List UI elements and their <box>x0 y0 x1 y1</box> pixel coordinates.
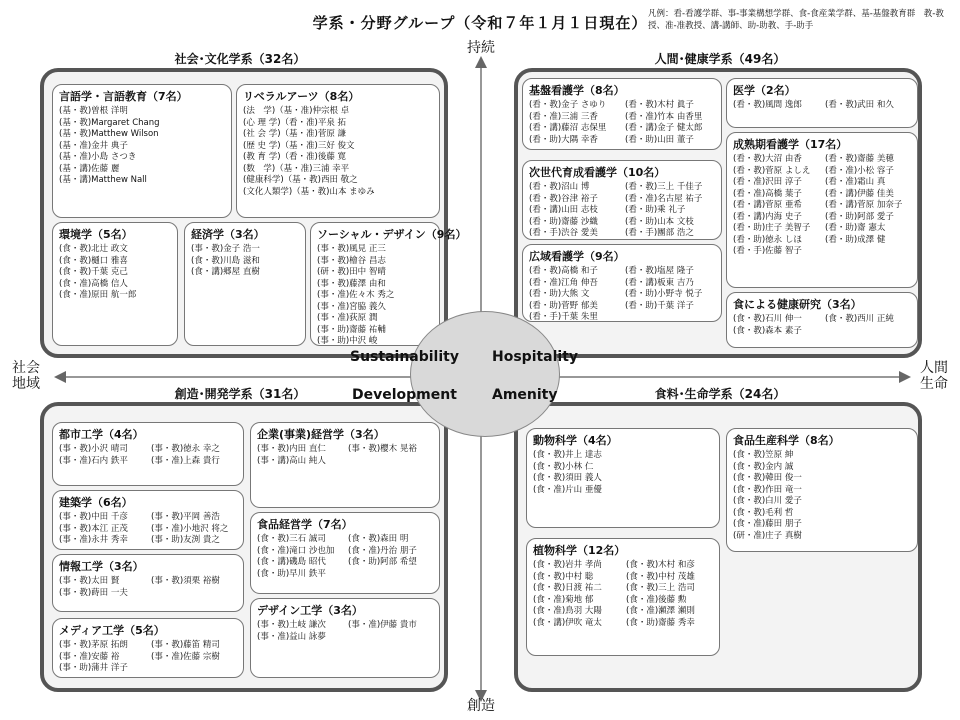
group-design <box>250 598 440 678</box>
member: (食・准)鳥羽 大陽 <box>533 606 602 616</box>
member: (事・准)永井 秀幸 <box>59 535 128 545</box>
group-title: 成熟期看護学（17名） <box>733 138 848 151</box>
member: (食・教)韓田 俊一 <box>733 473 802 483</box>
member: (看・講)金子 健太郎 <box>625 123 703 133</box>
member: (事・教)小沢 晴司 <box>59 444 128 454</box>
member: (看・講)内海 史子 <box>733 211 802 222</box>
member: (看・講)藤沼 志保里 <box>529 123 607 133</box>
member: (事・教)風見 正三 <box>317 244 386 254</box>
group-title: 次世代育成看護学（10名） <box>529 166 666 179</box>
member: (食・教)金内 誠 <box>733 461 794 472</box>
member: (看・助)小野寺 悦子 <box>625 289 703 299</box>
member: (看・准)高橋 葉子 <box>733 188 802 199</box>
center-word-hospitality: Hospitality <box>492 349 579 365</box>
member: (食・教)森田 明 <box>348 534 409 544</box>
center-word-amenity: Amenity <box>492 387 558 403</box>
group-title: 植物科学（12名） <box>533 544 626 557</box>
member: (健康科学)（基・教)西田 敬之 <box>243 175 358 185</box>
quadrant-title-social: 社会･文化学系（32名） <box>174 52 306 66</box>
member: (心 理 学)（看・准)平泉 拓 <box>243 117 347 128</box>
member: (看・助)千葉 洋子 <box>625 300 694 311</box>
member: (看・講)板東 吉乃 <box>625 277 694 288</box>
group-title: 食品生産科学（8名） <box>733 434 840 447</box>
member: (事・助)中沢 峻 <box>317 336 378 346</box>
member: (看・教)菅原 よしえ <box>733 165 811 176</box>
member: (看・手)千葉 朱里 <box>529 312 598 322</box>
member: (事・教)土岐 謙次 <box>257 620 326 630</box>
member: (事・教)蒔田 一夫 <box>59 587 128 598</box>
member: (看・手)佐藤 智子 <box>733 246 802 256</box>
member: (事・教)徳永 幸之 <box>151 444 220 454</box>
member: (事・准)小地沢 将之 <box>151 523 229 534</box>
member: (社 会 学)（基・准)菅原 謙 <box>243 129 347 139</box>
member: (法 学)（基・准)仲宗根 卓 <box>243 106 350 116</box>
member: (食・教)森本 素子 <box>733 325 802 336</box>
group-joho <box>52 554 244 612</box>
group-title: 建築学（6名） <box>59 496 133 509</box>
member: (事・准)安藤 裕 <box>59 651 120 662</box>
member: (食・准)片山 亜優 <box>533 484 602 495</box>
group-dobutsu <box>526 428 720 528</box>
group-social-design <box>310 222 467 346</box>
member: (看・助)齋 憲太 <box>825 223 886 233</box>
quadrant-title-creation: 創造･開発学系（31名） <box>174 387 306 401</box>
member: (食・教)中村 茂雄 <box>626 571 695 582</box>
axis-top-label: 持続 <box>467 40 495 56</box>
member: (事・准)佐々木 秀之 <box>317 290 395 300</box>
group-title: メディア工学（5名） <box>59 624 165 637</box>
member: (看・助)菅野 郁美 <box>529 300 598 311</box>
member: (研・准)庄子 真樹 <box>733 530 802 541</box>
member: (事・教)本江 正茂 <box>59 523 128 534</box>
axis-left-label: 社会 地域 <box>12 360 40 392</box>
group-kiban-kango <box>522 78 722 150</box>
member: (看・教)沼山 博 <box>529 182 590 192</box>
member: (事・教)櫻木 晃裕 <box>348 444 417 454</box>
member: (食・准)原田 航一郎 <box>59 290 137 300</box>
member: (食・講)郷屋 直樹 <box>191 267 260 277</box>
member: (看・助)徳永 しほ <box>733 234 802 245</box>
member: (看・教)大沼 由香 <box>733 154 802 164</box>
member: (事・准)益山 詠夢 <box>257 631 326 642</box>
member: (看・教)高橋 和子 <box>529 266 598 276</box>
group-title: 基盤看護学（8名） <box>529 84 625 97</box>
member: (看・准)竹本 由香里 <box>625 111 703 122</box>
member: (基・講)Matthew Nall <box>59 175 147 185</box>
member: (看・准)霜山 真 <box>825 177 886 187</box>
group-keizai <box>184 222 306 346</box>
center-word-development: Development <box>352 387 457 403</box>
member: (基・教)曽根 洋明 <box>59 106 128 116</box>
member: (看・手)團部 浩之 <box>625 228 694 238</box>
group-shokubutsu <box>526 538 720 656</box>
member: (食・教)須田 義人 <box>533 473 602 483</box>
member: (看・准)江角 伸吾 <box>529 277 598 288</box>
member: (看・助)成澤 健 <box>825 234 886 245</box>
member: (基・教)Margaret Chang <box>59 117 160 128</box>
member: (食・助)齋藤 秀幸 <box>626 617 695 628</box>
member: (看・助)齋藤 沙織 <box>529 216 598 227</box>
group-igaku <box>726 78 918 128</box>
member: (事・講)高山 純人 <box>257 455 326 466</box>
member: (食・教)西川 正純 <box>825 314 894 324</box>
group-title: 食品経営学（7名） <box>257 518 353 531</box>
member: (看・助)阿部 愛子 <box>825 211 894 222</box>
member: (事・教)中田 千彦 <box>59 512 128 522</box>
member: (事・教)平岡 善浩 <box>151 512 220 522</box>
member: (食・准)藤田 朋子 <box>733 519 802 529</box>
member: (事・准)荻原 潤 <box>317 313 378 323</box>
member: (教 育 学)（看・准)後藤 寛 <box>243 152 347 162</box>
member: (事・准)佐藤 宗樹 <box>151 651 220 662</box>
member: (食・教)三上 浩司 <box>626 583 695 593</box>
member: (看・教)塩屋 隆子 <box>625 266 694 276</box>
page-title: 学系・分野グループ（令和７年１月１日現在） <box>312 14 648 32</box>
member: (事・教)茅原 拓朗 <box>59 640 128 650</box>
member: (食・講)伊吹 竜太 <box>533 617 602 628</box>
group-title: デザイン工学（3名） <box>257 604 363 617</box>
member: (基・講)佐藤 麗 <box>59 163 120 174</box>
member: (食・准)瀬澤 瀬則 <box>626 606 695 616</box>
member: (看・教)三上 千佳子 <box>625 182 703 192</box>
group-title: 経済学（3名） <box>191 228 265 241</box>
member: (事・准)上森 貴行 <box>151 455 220 466</box>
member: (食・教)小林 仁 <box>533 461 594 472</box>
quadrant-title-food: 食料･生命学系（24名） <box>654 387 786 401</box>
quadrant-title-health: 人間･健康学系（49名） <box>654 52 786 66</box>
group-gengo <box>52 84 232 218</box>
group-shokuhin-keiei <box>250 512 440 594</box>
member: (食・教)石川 伸一 <box>733 314 802 324</box>
group-seijin-kango <box>726 132 918 288</box>
member: (食・教)樋口 雅喜 <box>59 255 128 266</box>
axis-right-label: 人間 生命 <box>920 360 948 392</box>
member: (事・助)蒲井 洋子 <box>59 663 128 673</box>
group-kankyo <box>52 222 178 346</box>
member: (看・准)三浦 三香 <box>529 111 598 122</box>
group-kouiki-kango <box>522 244 722 322</box>
member: (看・講)伊藤 佳美 <box>825 188 894 199</box>
member: (食・准)高橋 信人 <box>59 278 128 289</box>
member: (事・准)石内 鉄平 <box>59 455 128 466</box>
member: (事・助)友渕 貴之 <box>151 535 220 545</box>
member: (事・教)檜谷 昌志 <box>317 255 386 266</box>
legend-text: 凡例：看-看護学群、事-事業構想学群、食-食産業学群、基-基盤教育群 教-教授、准-准教授、講-講師、助-助教、手-助手 <box>648 9 944 31</box>
member: (食・教)千葉 克己 <box>59 267 128 277</box>
group-title: 情報工学（3名） <box>59 560 144 573</box>
member: (看・助)山本 文枝 <box>625 216 694 227</box>
group-title: リベラルアーツ（8名） <box>243 90 360 103</box>
member: (看・講)菅原 加奈子 <box>825 200 903 210</box>
member: (食・教)日渡 祐二 <box>533 583 602 593</box>
group-title: 医学（2名） <box>733 84 796 97</box>
center-circle <box>410 311 560 437</box>
center-word-sustainability: Sustainability <box>350 349 459 365</box>
group-title: 食による健康研究（3名） <box>733 298 862 311</box>
group-shokuhin-seisan <box>726 428 918 552</box>
member: (食・准)丹治 朋子 <box>348 545 417 556</box>
member: (食・助)阿部 希望 <box>348 557 417 567</box>
member: (事・助)齋藤 祐輔 <box>317 324 386 335</box>
member: (食・教)井上 達志 <box>533 450 602 460</box>
member: (事・准)伊藤 貴市 <box>348 620 417 630</box>
group-title: ソーシャル・デザイン（9名） <box>317 228 467 241</box>
member: (看・准)名古屋 祐子 <box>625 193 703 204</box>
member: (事・教)内田 直仁 <box>257 444 326 454</box>
member: (食・助)早川 鉄平 <box>257 568 326 579</box>
member: (看・助)大熊 文 <box>529 289 590 299</box>
member: (基・教)Matthew Wilson <box>59 129 159 139</box>
group-kigyo-keiei <box>250 422 440 508</box>
member: (文化人類学)（基・教)山本 まゆみ <box>243 186 375 197</box>
member: (看・講)山田 志枝 <box>529 205 598 215</box>
group-kenchiku <box>52 490 244 550</box>
group-title: 言語学・言語教育（7名） <box>59 90 188 103</box>
member: (食・教)笠原 紳 <box>733 450 794 460</box>
group-toshi <box>52 422 244 486</box>
member: (食・教)白川 愛子 <box>733 496 802 506</box>
member: (食・教)中村 聡 <box>533 571 594 582</box>
axis-bottom-label: 創造 <box>467 698 495 714</box>
member: (食・教)作田 竜一 <box>733 484 802 495</box>
group-title: 都市工学（4名） <box>59 428 144 441</box>
member: (事・教)藤澤 由和 <box>317 278 386 289</box>
member: (食・教)川島 滋和 <box>191 255 260 266</box>
member: (食・教)木村 和彦 <box>626 560 695 570</box>
member: (看・教)齋藤 美穂 <box>825 154 894 164</box>
member: (食・教)岩井 孝尚 <box>533 560 602 570</box>
member: (基・准)小島 さつき <box>59 152 137 162</box>
member: (事・教)太田 賢 <box>59 576 120 586</box>
group-title: 環境学（5名） <box>59 228 133 241</box>
member: (看・手)渋谷 愛美 <box>529 228 598 238</box>
member: (食・教)毛利 哲 <box>733 507 794 518</box>
member: (看・教)金子 さゆり <box>529 100 607 110</box>
group-media <box>52 618 244 678</box>
member: (研・教)田中 智晴 <box>317 267 386 277</box>
group-shoku-kenko <box>726 292 918 348</box>
member: (看・助)庄子 美智子 <box>733 223 811 233</box>
member: (看・教)木村 眞子 <box>625 100 694 110</box>
group-liberal-arts <box>236 84 440 218</box>
member: (食・教)北辻 政文 <box>59 244 128 254</box>
member: (食・准)滝口 沙也加 <box>257 545 335 556</box>
member: (看・講)菅原 亜希 <box>733 200 802 210</box>
member: (事・准)宮脇 義久 <box>317 301 386 312</box>
member: (看・教)谷津 裕子 <box>529 193 598 204</box>
group-jisedai-kango <box>522 160 722 240</box>
member: (食・准)菊地 郁 <box>533 594 594 605</box>
member: (事・教)藤笛 精司 <box>151 640 220 650</box>
member: (看・教)風間 逸郎 <box>733 100 802 110</box>
member: (看・教)武田 和久 <box>825 100 894 110</box>
member: (看・准)沢田 淳子 <box>733 177 802 187</box>
member: (基・准)金井 典子 <box>59 140 128 151</box>
group-title: 動物科学（4名） <box>533 434 618 447</box>
member: (看・助)乘 礼子 <box>625 205 686 215</box>
member: (看・助)大隅 幸香 <box>529 134 598 145</box>
member: (看・准)小松 容子 <box>825 165 894 176</box>
member: (事・教)金子 浩一 <box>191 244 260 254</box>
member: (食・教)三石 誠司 <box>257 534 326 544</box>
member: (食・講)磯島 昭代 <box>257 557 326 567</box>
member: (歴 史 学)（基・准)三好 俊文 <box>243 140 355 151</box>
member: (看・助)山田 董子 <box>625 134 694 145</box>
group-title: 企業(事業)経営学（3名） <box>257 428 385 441</box>
group-title: 広域看護学（9名） <box>529 250 625 263</box>
member: (事・教)須栗 裕樹 <box>151 576 220 586</box>
member: (数 学)（基・准)三浦 幸平 <box>243 163 350 174</box>
member: (食・准)後藤 勲 <box>626 594 687 605</box>
